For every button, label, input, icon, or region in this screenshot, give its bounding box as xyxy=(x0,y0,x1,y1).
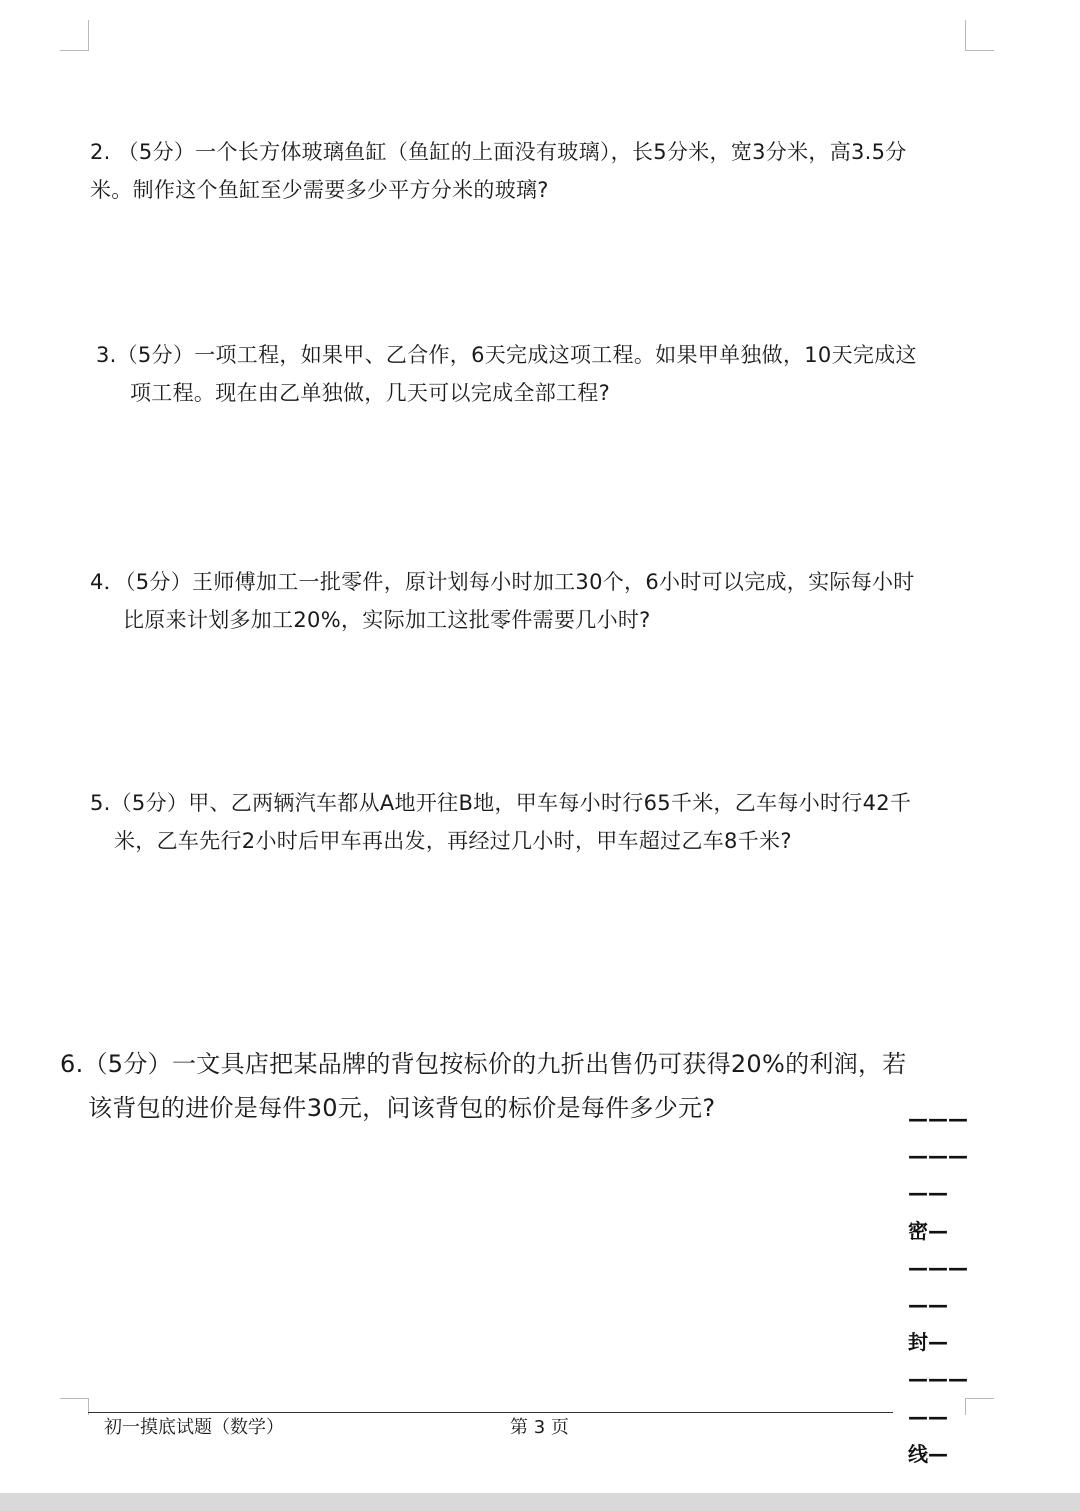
question-5 xyxy=(90,784,911,860)
seal-row: ——— xyxy=(908,1144,968,1169)
footer-page-number: 第 3 页 xyxy=(510,1417,569,1438)
crop-mark-bottom-left xyxy=(60,1398,89,1415)
seal-row: ——— xyxy=(908,1367,968,1392)
crop-mark-top-left xyxy=(60,20,89,51)
question-3-line-2: 项工程。现在由乙单独做，几天可以完成全部工程? xyxy=(130,381,611,405)
seal-row-feng: 封— xyxy=(908,1330,948,1355)
page-bottom-edge xyxy=(0,1493,1080,1511)
question-6-line-2: 该背包的进价是每件30元，问该背包的标价是每件多少元? xyxy=(88,1094,716,1122)
question-2-line-1: 2. （5分）一个长方体玻璃鱼缸（鱼缸的上面没有玻璃），长5分米，宽3分米，高3.5分 xyxy=(90,140,907,164)
seal-row-xian: 线— xyxy=(908,1441,948,1466)
question-3 xyxy=(96,336,917,412)
seal-row: ——— xyxy=(908,1107,968,1131)
seal-row: —— xyxy=(908,1404,948,1429)
question-4-line-1: 4．（5分）王师傅加工一批零件，原计划每小时加工30个，6小时可以完成，实际每小时 xyxy=(90,570,915,594)
question-5-line-2: 米，乙车先行2小时后甲车再出发，再经过几小时，甲车超过乙车8千米? xyxy=(114,829,792,853)
question-4 xyxy=(90,563,915,639)
seal-row-mi: 密— xyxy=(908,1218,948,1243)
footer-title: 初一摸底试题（数学） xyxy=(104,1417,284,1438)
question-6 xyxy=(60,1042,907,1130)
seal-line-column xyxy=(908,1101,978,1473)
question-2 xyxy=(90,133,907,209)
footer-divider xyxy=(88,1412,893,1413)
question-6-line-1: 6.（5分）一文具店把某品牌的背包按标价的九折出售仍可获得20%的利润，若 xyxy=(60,1050,907,1078)
question-4-line-2: 比原来计划多加工20%，实际加工这批零件需要几小时? xyxy=(123,608,651,632)
question-2-line-2: 米。制作这个鱼缸至少需要多少平方分米的玻璃? xyxy=(90,178,549,202)
question-3-line-1: 3.（5分）一项工程，如果甲、乙合作，6天完成这项工程。如果甲单独做，10天完成这 xyxy=(96,343,917,367)
seal-row: —— xyxy=(908,1292,948,1317)
seal-row: —— xyxy=(908,1181,948,1206)
crop-mark-top-right xyxy=(965,20,994,51)
question-5-line-1: 5.（5分）甲、乙两辆汽车都从A地开往B地，甲车每小时行65千米，乙车每小时行42千 xyxy=(90,791,912,815)
seal-row: ——— xyxy=(908,1255,968,1280)
